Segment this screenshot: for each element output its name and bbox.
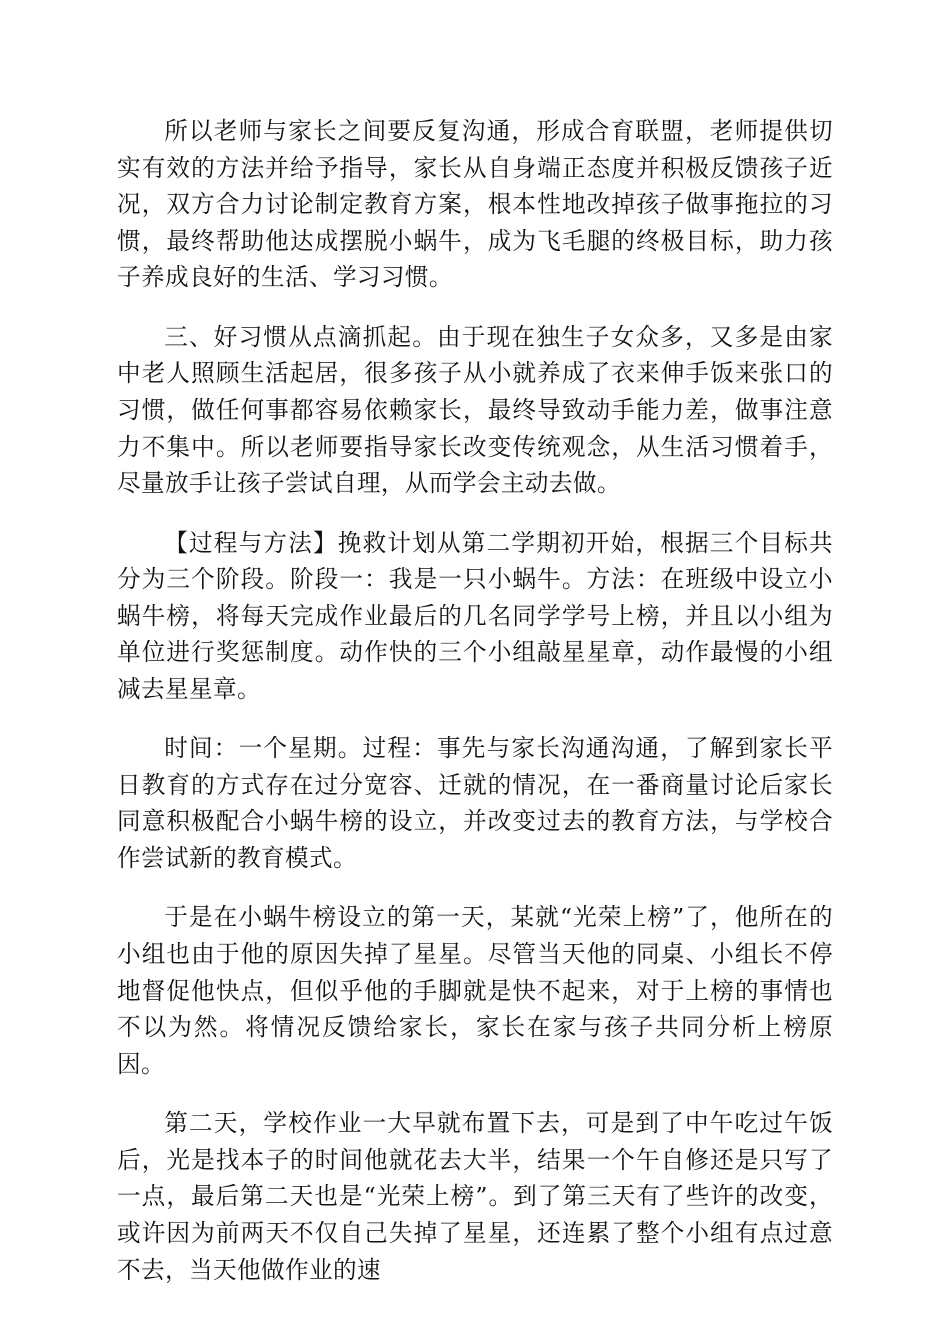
paragraph-second-day: 第二天，学校作业一大早就布置下去，可是到了中午吃过午饭后，光是找本子的时间他就花去大半，结果一个午自修还是只写了一点，最后第二天也是“光荣上榜”。到了第三天有了些许的改变，或许因为前两天不仅自己失掉了星星，还连累了整个小组有点过意不去，当天他做作业的速 bbox=[117, 1109, 833, 1284]
paragraph-good-habits: 三、好习惯从点滴抓起。由于现在独生子女众多，又多是由家中老人照顾生活起居，很多孩子从小就养成了衣来伸手饭来张口的习惯，做任何事都容易依赖家长，最终导致动手能力差，做事注意力不集中。所以老师要指导家长改变传统观念，从生活习惯着手，尽量放手让孩子尝试自理，从而学会主动去做。 bbox=[117, 322, 833, 498]
paragraph-communication: 所以老师与家长之间要反复沟通，形成合育联盟，老师提供切实有效的方法并给予指导，家长从自身端正态度并积极反馈孩子近况，双方合力讨论制定教育方案，根本性地改掉孩子做事拖拉的习惯，最终帮助他达成摆脱小蜗牛，成为飞毛腿的终极目标，助力孩子养成良好的生活、学习习惯。 bbox=[117, 117, 833, 292]
paragraph-time-process: 时间：一个星期。过程：事先与家长沟通沟通，了解到家长平日教育的方式存在过分宽容、迁就的情况，在一番商量讨论后家长同意积极配合小蜗牛榜的设立，并改变过去的教育方法，与学校合作尝试新的教育模式。 bbox=[117, 734, 833, 873]
paragraph-process-method: 【过程与方法】挽救计划从第二学期初开始，根据三个目标共分为三个阶段。阶段一：我是一只小蜗牛。方法：在班级中设立小蜗牛榜，将每天完成作业最后的几名同学学号上榜，并且以小组为单位进行奖惩制度。动作快的三个小组敲星星章，动作最慢的小组减去星星章。 bbox=[117, 528, 833, 703]
document-body bbox=[117, 113, 833, 1311]
paragraph-first-day: 于是在小蜗牛榜设立的第一天，某就“光荣上榜”了，他所在的小组也由于他的原因失掉了星星。尽管当天他的同桌、小组长不停地督促他快点，但似乎他的手脚就是快不起来，对于上榜的事情也不以为然。将情况反馈给家长，家长在家与孩子共同分析上榜原因。 bbox=[117, 903, 833, 1078]
